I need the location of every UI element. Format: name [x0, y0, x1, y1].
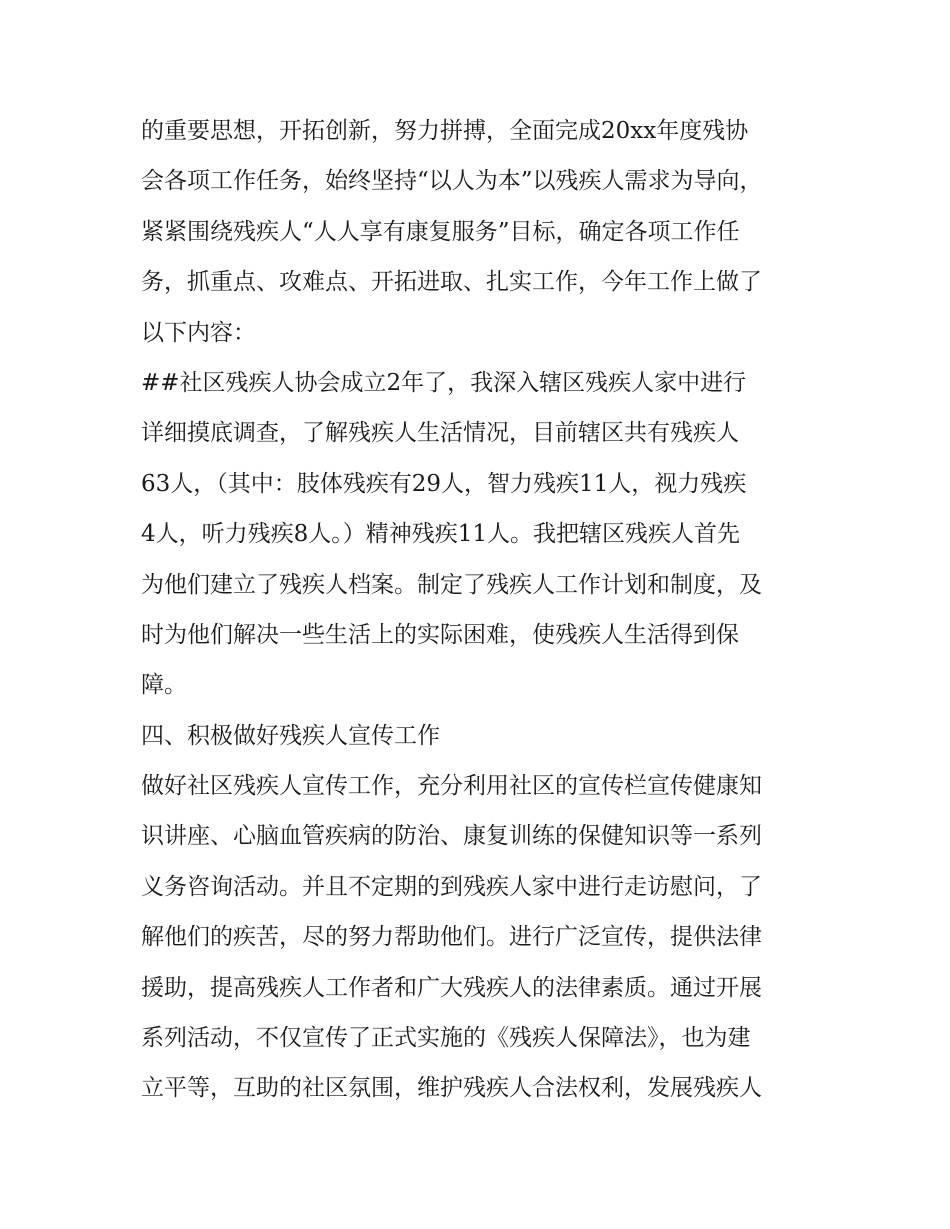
text-line: 识讲座、心脑血管疾病的防治、康复训练的保健知识等一系列	[141, 823, 762, 850]
text-line: 解他们的疾苦，尽的努力帮助他们。进行广泛宣传，提供法律	[141, 924, 762, 951]
body-text	[141, 106, 811, 1114]
text-line: 的重要思想，开拓创新，努力拼搏，全面完成20xx年度残协	[141, 118, 749, 144]
text-line: 4人，听力残疾8人。）精神残疾11人。我把辖区残疾人首先	[141, 521, 741, 548]
text-line: 63人，（其中：肢体残疾有29人，智力残疾11人，视力残疾	[141, 470, 747, 497]
text-line: 立平等，互助的社区氛围，维护残疾人合法权利，发展残疾人	[141, 1075, 762, 1102]
text-line: 会各项工作任务，始终坚持“以人为本”以残疾人需求为导向，	[141, 168, 763, 195]
text-line: 做好社区残疾人宣传工作，充分利用社区的宣传栏宣传健康知	[141, 773, 762, 800]
text-line: 以下内容：	[141, 319, 256, 346]
text-line: ##社区残疾人协会成立2年了，我深入辖区残疾人家中进行	[141, 369, 747, 396]
text-line: 障。	[141, 672, 187, 699]
text-line: 详细摸底调查，了解残疾人生活情况，目前辖区共有残疾人	[141, 420, 739, 447]
text-line: 务，抓重点、攻难点、开拓进取、扎实工作，今年工作上做了	[141, 269, 762, 296]
text-line: 义务咨询活动。并且不定期的到残疾人家中进行走访慰问，了	[141, 873, 762, 900]
text-line: 时为他们解决一些生活上的实际困难，使残疾人生活得到保	[141, 621, 739, 648]
text-line: 紧紧围绕残疾人“人人享有康复服务”目标，确定各项工作任	[141, 218, 740, 245]
text-line: 系列活动，不仅宣传了正式实施的《残疾人保障法》，也为建	[141, 1025, 751, 1052]
text-line: 援助，提高残疾人工作者和广大残疾人的法律素质。通过开展	[141, 974, 762, 1001]
text-line: 为他们建立了残疾人档案。制定了残疾人工作计划和制度，及	[141, 571, 762, 598]
section-heading: 四、积极做好残疾人宣传工作	[141, 722, 440, 749]
